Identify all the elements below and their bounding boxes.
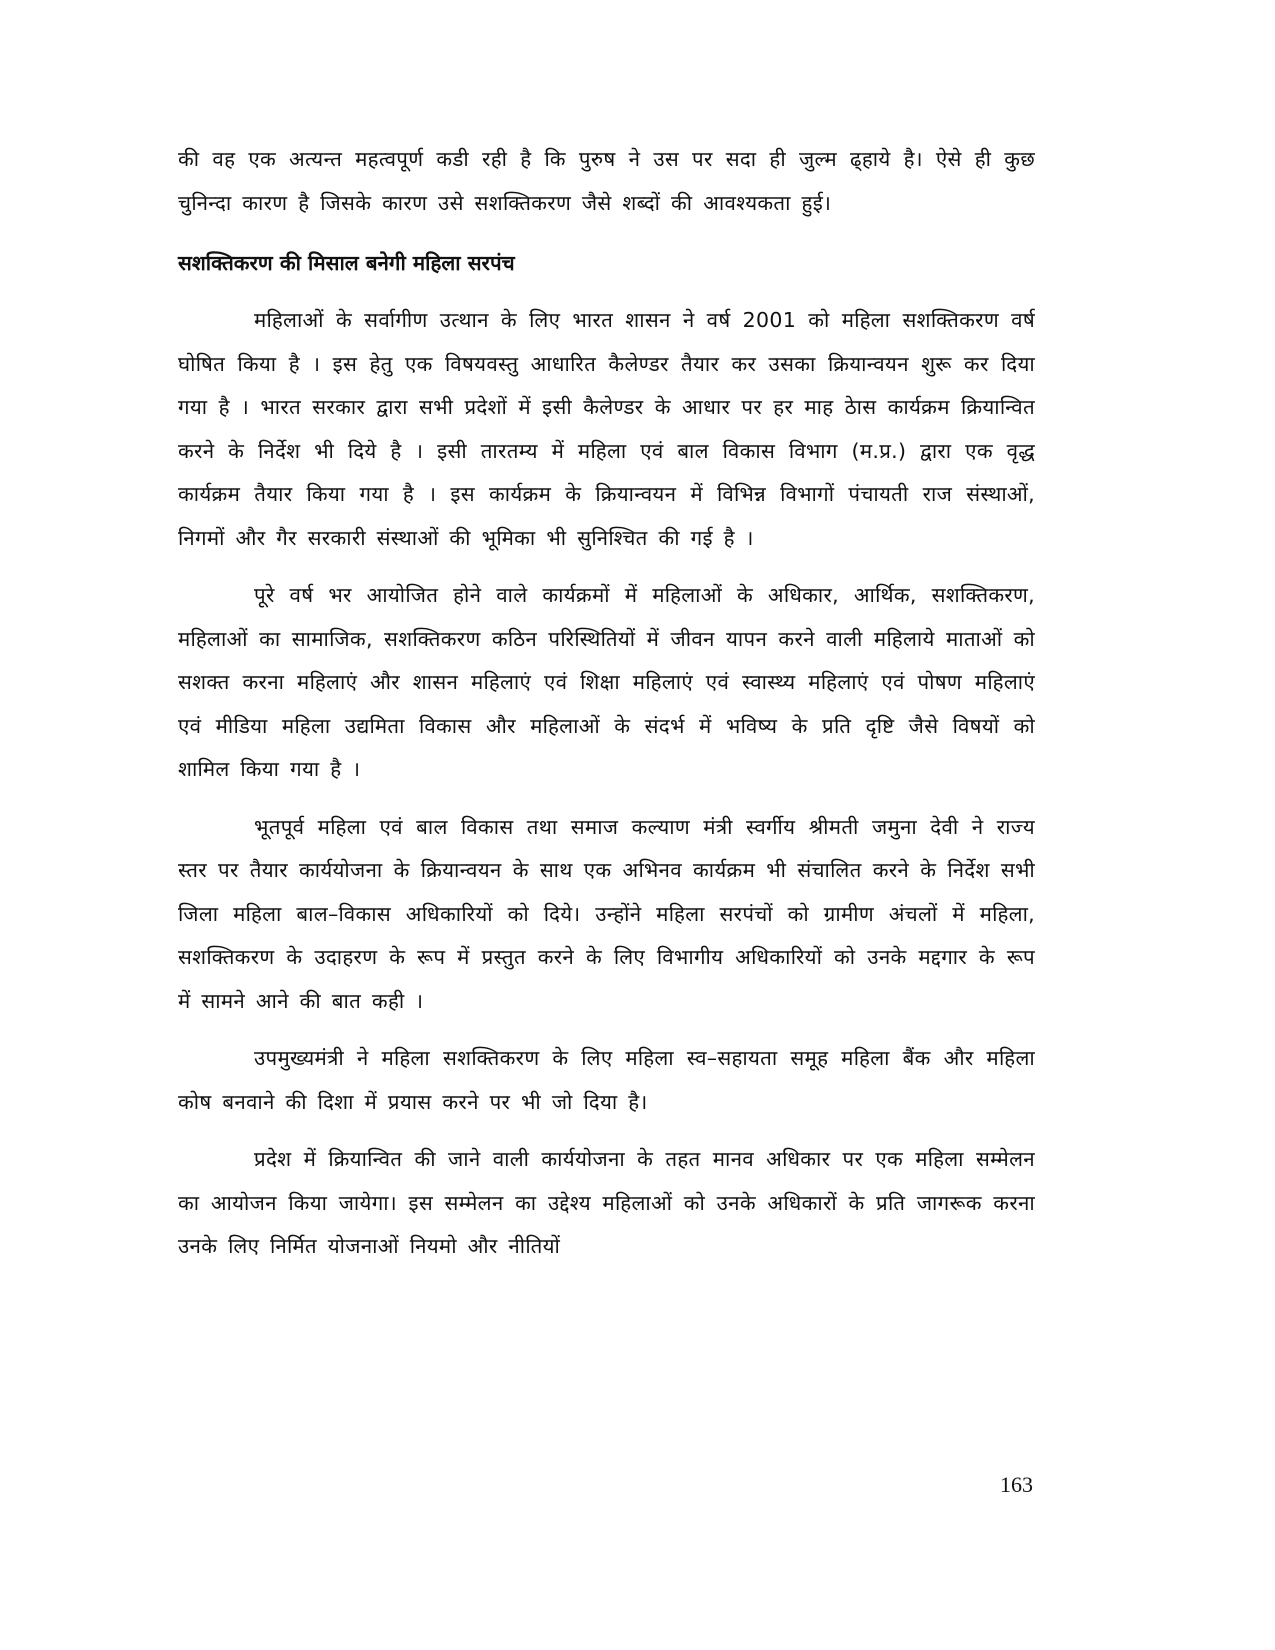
- body-paragraph-3: भूतपूर्व महिला एवं बाल विकास तथा समाज कल्याण मंत्री स्वर्गीय श्रीमती जमुना देवी ने राज्य स्तर पर तैयार कार्ययोजना के क्रियान्वयन के साथ एक अभिनव कार्यक्रम भी संचालित करने के निर्देश सभी जिला महिला बाल–विकास अधिकारियों को दिये। उन्होंने महिला सरपंचों को ग्रामीण अंचलों में महिला, सशक्तिकरण के उदाहरण के रूप में प्रस्तुत करने के लिए विभागीय अधिकारियों को उनके मद्दगार के रूप में सामने आने की बात कही ।: [178, 814, 1035, 1013]
- body-paragraph-4: उपमुख्यमंत्री ने महिला सशक्तिकरण के लिए महिला स्व–सहायता समूह महिला बैंक और महिला कोष बनवाने की दिशा में प्रयास करने पर भी जो दिया है।: [178, 1046, 1035, 1114]
- document-page: [178, 138, 1035, 1269]
- section-heading: सशक्तिकरण की मिसाल बनेगी महिला सरपंच: [178, 251, 515, 275]
- page-number: 163: [1000, 1472, 1033, 1497]
- opening-paragraph: की वह एक अत्यन्त महत्वपूर्ण कडी रही है कि पुरुष ने उस पर सदा ही जुल्म ढ्हाये है। ऐसे ही कुछ चुनिन्दा कारण है जिसके कारण उसे सशक्तिकरण जैसे शब्दों की आवश्यकता हुई।: [178, 147, 1035, 215]
- body-paragraph-2: पूरे वर्ष भर आयोजित होने वाले कार्यक्रमों में महिलाओं के अधिकार, आर्थिक, सशक्तिकरण, महिलाओं का सामाजिक, सशक्तिकरण कठिन परिस्थितियों में जीवन यापन करने वाली महिलाये माताओं को सशक्त करना महिलाएं और शासन महिलाएं एवं शिक्षा महिलाएं एवं स्वास्थ्य महिलाएं एवं पोषण महिलाएं एवं मीडिया महिला उद्यमिता विकास और महिलाओं के संदर्भ में भविष्य के प्रति दृष्टि जैसे विषयों को शामिल किया गया है ।: [178, 583, 1035, 781]
- body-paragraph-1: महिलाओं के सर्वागीण उत्थान के लिए भारत शासन ने वर्ष 2001 को महिला सशक्तिकरण वर्ष घोषित किया है । इस हेतु एक विषयवस्तु आधारित कैलेण्डर तैयार कर उसका क्रियान्वयन शुरू कर दिया गया है । भारत सरकार द्वारा सभी प्रदेशों में इसी कैलेण्डर के आधार पर हर माह ठेास कार्यक्रम क्रियान्वित करने के निर्देश भी दिये है । इसी तारतम्य में महिला एवं बाल विकास विभाग (म.प्र.) द्वारा एक वृद्ध कार्यक्रम तैयार किया गया है । इस कार्यक्रम के क्रियान्वयन में विभिन्न विभागों पंचायती राज संस्थाओं, निगमों और गैर सरकारी संस्थाओं की भूमिका भी सुनिश्चित की गई है ।: [178, 308, 1036, 550]
- body-paragraph-5: प्रदेश में क्रियान्वित की जाने वाली कार्ययोजना के तहत मानव अधिकार पर एक महिला सम्मेलन का आयोजन किया जायेगा। इस सम्मेलन का उद्देश्य महिलाओं को उनके अधिकारों के प्रति जागरूक करना उनके लिए निर्मित योजनाओं नियमो और नीतियों: [178, 1147, 1035, 1258]
